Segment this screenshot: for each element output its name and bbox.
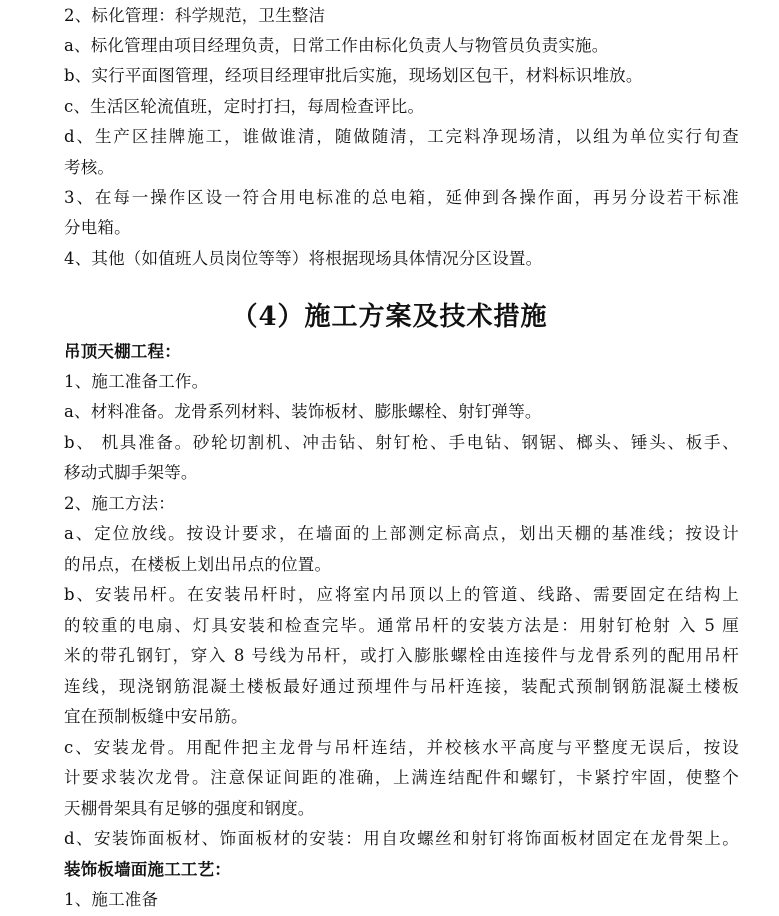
text-line: 2、标化管理：科学规范，卫生整洁 — [64, 6, 326, 25]
text-line: a、定位放线。按设计要求，在墙面的上部测定标高点，划出天棚的基准线；按设计 — [64, 524, 739, 543]
text-line: d、安装饰面板材、饰面板材的安装：用自攻螺丝和射钉将饰面板材固定在龙骨架上。 — [64, 829, 739, 848]
text-line: 考核。 — [64, 158, 115, 177]
text-line: 宜在预制板缝中安吊筋。 — [64, 707, 248, 726]
text-line: 4、其他（如值班人员岗位等等）将根据现场具体情况分区设置。 — [64, 249, 543, 268]
text-line: b、安装吊杆。在安装吊杆时，应将室内吊顶以上的管道、线路、需要固定在结构上 — [64, 585, 739, 604]
text-line: 分电箱。 — [64, 218, 131, 237]
text-line: 1、施工准备工作。 — [64, 372, 209, 391]
text-line: 的较重的电扇、灯具安装和检查完毕。通常吊杆的安装方法是：用射钉枪射 入 5 厘 — [64, 616, 739, 635]
text-line: 天棚骨架具有足够的强度和钢度。 — [64, 799, 315, 818]
subsection-title: 吊顶天棚工程： — [64, 342, 181, 361]
text-line: a、材料准备。龙骨系列材料、装饰板材、膨胀螺栓、射钉弹等。 — [64, 402, 542, 421]
text-line: b、 机具准备。砂轮切割机、冲击钻、射钉枪、手电钻、钢锯、榔头、锤头、板手、 — [64, 433, 739, 452]
text-line: 1、施工准备 — [64, 890, 159, 909]
text-line: 连线，现浇钢筋混凝土楼板最好通过预埋件与吊杆连接，装配式预制钢筋混凝土楼板 — [64, 677, 739, 696]
text-line: b、实行平面图管理，经项目经理审批后实施，现场划区包干，材料标识堆放。 — [64, 66, 643, 85]
text-line: 计要求装次龙骨。注意保证间距的准确，上满连结配件和螺钉，卡紧拧牢固，使整个 — [64, 768, 739, 787]
text-line: 的吊点，在楼板上划出吊点的位置。 — [64, 555, 332, 574]
section-heading: （4）施工方案及技术措施 — [231, 302, 548, 332]
text-line: 米的带孔钢钉，穿入 8 号线为吊杆，或打入膨胀螺栓由连接件与龙骨系列的配用吊杆 — [64, 646, 739, 665]
text-line: 3、在每一操作区设一符合用电标准的总电箱，延伸到各操作面，再另分设若干标准 — [64, 188, 739, 207]
text-line: 2、施工方法： — [64, 494, 175, 513]
text-line: d、生产区挂牌施工，谁做谁清，随做随清，工完料净现场清，以组为单位实行旬查 — [64, 127, 739, 146]
text-line: c、生活区轮流值班，定时打扫，每周检查评比。 — [64, 97, 425, 116]
text-line: a、标化管理由项目经理负责，日常工作由标化负责人与物管员负责实施。 — [64, 36, 609, 55]
text-line: 移动式脚手架等。 — [64, 463, 198, 482]
subsection-title: 装饰板墙面施工工艺： — [64, 860, 231, 879]
text-line: c、安装龙骨。用配件把主龙骨与吊杆连结，并校核水平高度与平整度无误后，按设 — [64, 738, 739, 757]
